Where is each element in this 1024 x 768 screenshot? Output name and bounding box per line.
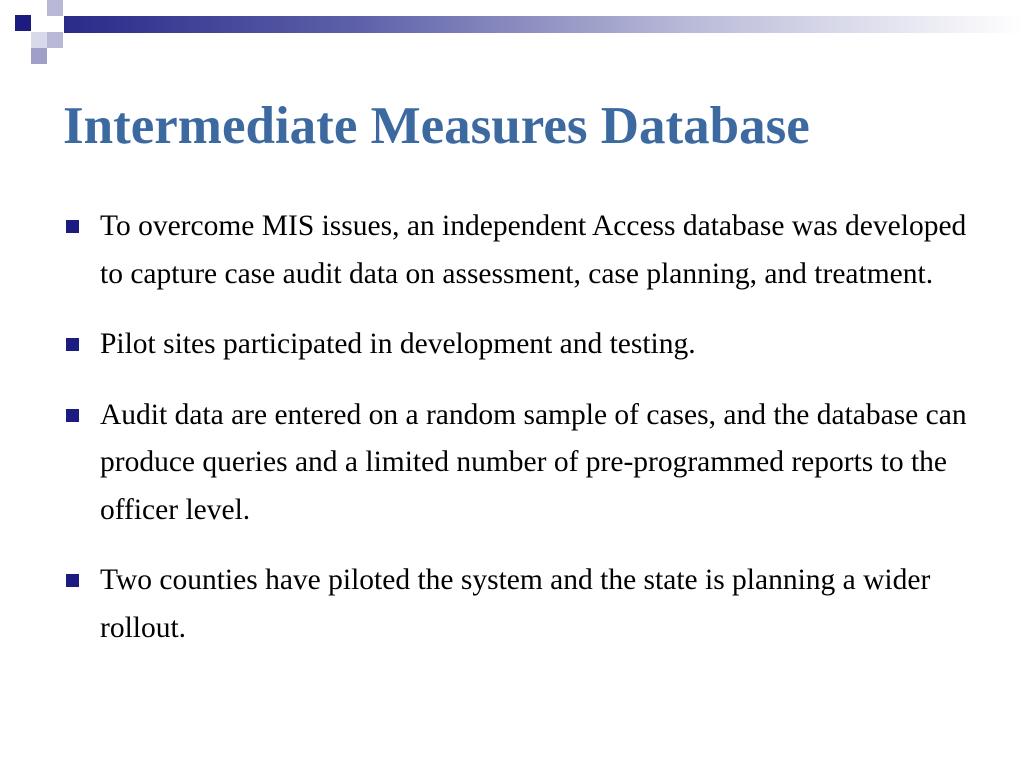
square-bullet-icon (66, 409, 79, 422)
slide-title: Intermediate Measures Database (63, 97, 810, 155)
decorative-square (31, 32, 47, 48)
bullet-item (62, 321, 982, 369)
bullet-text: Two counties have piloted the system and the state is planning a wider rollout. (100, 564, 931, 644)
bullet-item (62, 203, 982, 298)
bullet-text: Pilot sites participated in development and testing. (100, 328, 696, 360)
bullet-text: Audit data are entered on a random sample of cases, and the database can produce queries and a limited number of pre-programmed reports to the officer level. (100, 398, 967, 526)
square-bullet-icon (66, 220, 79, 233)
square-bullet-icon (66, 574, 79, 587)
decorative-square (47, 32, 63, 48)
bullet-item (62, 557, 982, 652)
bullet-text: To overcome MIS issues, an independent Access database was developed to capture case audit data on assessment, case planning, and treatment. (100, 210, 967, 290)
bullet-item (62, 392, 982, 535)
bullet-list (62, 203, 982, 675)
square-bullet-icon (66, 338, 79, 351)
decorative-square (15, 15, 31, 31)
decorative-square (31, 48, 47, 64)
header-gradient-bar (64, 16, 1024, 33)
decorative-square (47, 0, 63, 16)
decorative-square (47, 16, 63, 32)
